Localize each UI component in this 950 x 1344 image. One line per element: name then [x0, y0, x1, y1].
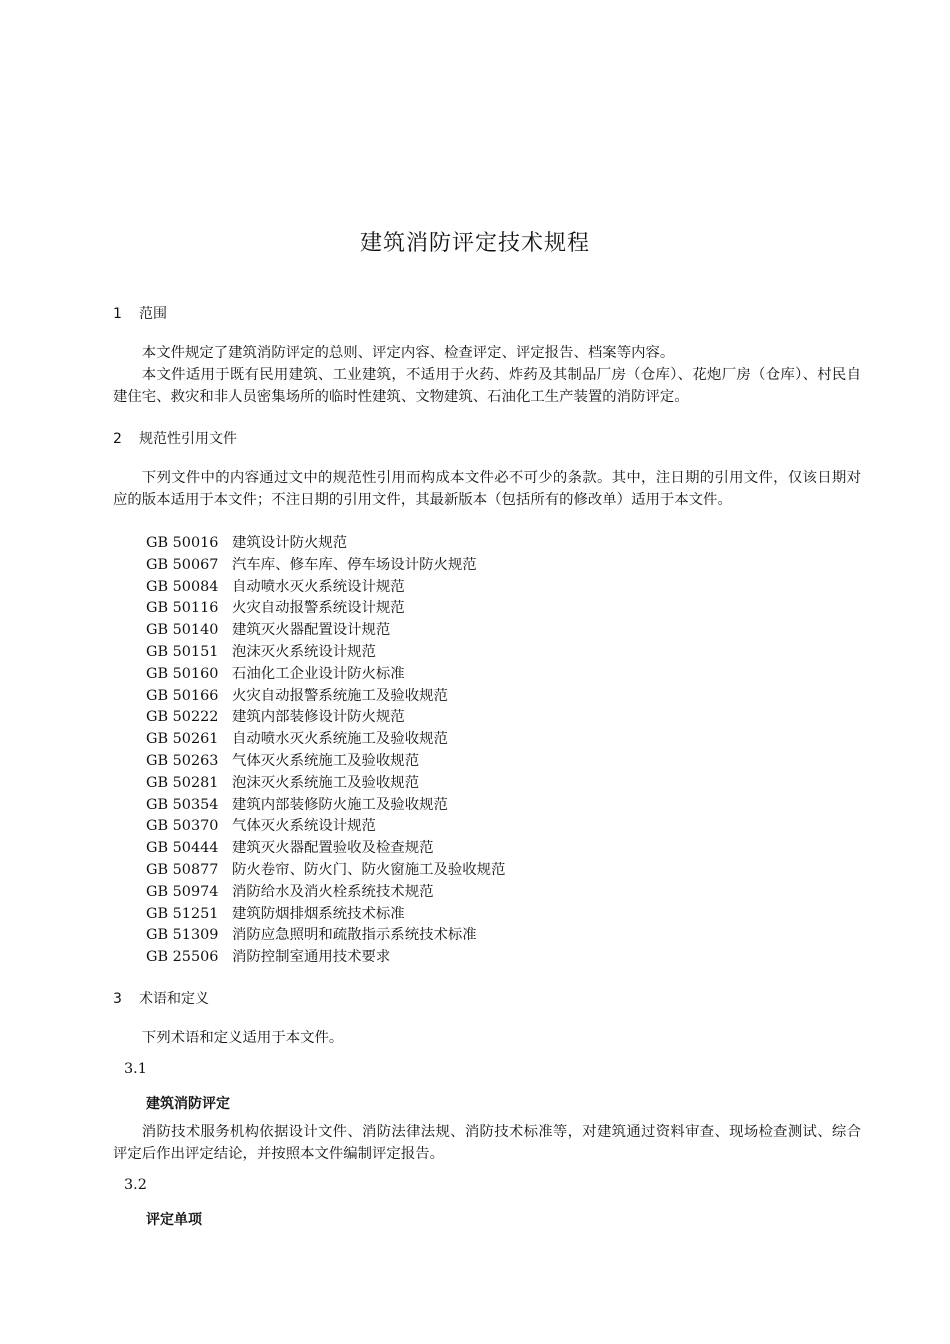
- reference-name: 汽车库、修车库、停车场设计防火规范: [232, 556, 477, 573]
- reference-item: [146, 555, 505, 577]
- reference-code: GB 50116: [146, 600, 219, 617]
- reference-item: [146, 729, 505, 751]
- reference-code: GB 50974: [146, 883, 219, 900]
- reference-name: 气体灭火系统施工及验收规范: [232, 752, 420, 769]
- reference-code: GB 25506: [146, 949, 219, 966]
- reference-item: [146, 642, 505, 664]
- reference-item: [146, 860, 505, 882]
- reference-name: 石油化工企业设计防火标准: [232, 665, 405, 682]
- reference-code: GB 50166: [146, 687, 219, 704]
- reference-code: GB 50370: [146, 818, 219, 835]
- reference-code: GB 50281: [146, 774, 219, 791]
- reference-code: GB 50067: [146, 556, 219, 573]
- document-title: 建筑消防评定技术规程: [359, 231, 590, 256]
- section-title: 术语和定义: [139, 991, 209, 1007]
- reference-item: [146, 795, 505, 817]
- section-title: 范围: [139, 306, 167, 322]
- reference-name: 自动喷水灭火系统设计规范: [232, 578, 405, 595]
- reference-item: [146, 925, 505, 947]
- reference-code: GB 50160: [146, 665, 219, 682]
- reference-code: GB 51309: [146, 927, 219, 944]
- reference-name: 防火卷帘、防火门、防火窗施工及验收规范: [232, 861, 506, 878]
- section-number: 3: [113, 991, 122, 1007]
- reference-code: GB 50263: [146, 752, 219, 769]
- reference-item: [146, 947, 505, 969]
- reference-name: 消防应急照明和疏散指示系统技术标准: [232, 927, 477, 944]
- section-3-heading: [113, 988, 209, 1008]
- reference-name: 消防给水及消火栓系统技术规范: [232, 883, 434, 900]
- reference-item: [146, 904, 505, 926]
- section-2-intro: 下列文件中的内容通过文中的规范性引用而构成本文件必不可少的条款。其中，注日期的引用文件，仅该日期对应的版本适用于本文件；不注日期的引用文件，其最新版本（包括所有的修改单）适用于本文件。: [113, 470, 861, 508]
- reference-item: [146, 751, 505, 773]
- reference-code: GB 51251: [146, 905, 219, 922]
- reference-item: [146, 707, 505, 729]
- reference-item: [146, 577, 505, 599]
- section-title: 规范性引用文件: [139, 431, 237, 447]
- reference-name: 火灾自动报警系统设计规范: [232, 600, 405, 617]
- reference-item: [146, 838, 505, 860]
- reference-code: GB 50354: [146, 796, 219, 813]
- clause-3-1-definition: 消防技术服务机构依据设计文件、消防法律法规、消防技术标准等，对建筑通过资料审查、现场检查测试、综合评定后作出评定结论，并按照本文件编制评定报告。: [113, 1124, 861, 1162]
- section-1-heading: [113, 303, 167, 323]
- clause-3-2-number: 3.2: [124, 1177, 147, 1193]
- reference-name: 建筑灭火器配置验收及检查规范: [232, 840, 434, 857]
- section-2-heading: [113, 428, 237, 448]
- reference-item: [146, 816, 505, 838]
- normative-references-list: [146, 533, 505, 969]
- reference-name: 建筑内部装修防火施工及验收规范: [232, 796, 448, 813]
- clause-3-2-term: 评定单项: [146, 1212, 202, 1228]
- section-number: 2: [113, 431, 122, 447]
- reference-name: 建筑设计防火规范: [232, 535, 348, 551]
- reference-item: [146, 882, 505, 904]
- section-1-paragraph-1: 本文件规定了建筑消防评定的总则、评定内容、检查评定、评定报告、档案等内容。: [141, 345, 675, 361]
- section-3-intro: 下列术语和定义适用于本文件。: [141, 1030, 344, 1046]
- reference-item: [146, 664, 505, 686]
- reference-name: 建筑内部装修设计防火规范: [232, 709, 405, 726]
- reference-item: [146, 533, 505, 555]
- clause-3-1-number: 3.1: [124, 1061, 147, 1077]
- reference-code: GB 50140: [146, 622, 219, 639]
- reference-name: 火灾自动报警系统施工及验收规范: [232, 687, 448, 704]
- reference-item: [146, 773, 505, 795]
- reference-code: GB 50261: [146, 731, 219, 748]
- clause-3-1-term: 建筑消防评定: [146, 1096, 230, 1112]
- reference-name: 消防控制室通用技术要求: [232, 949, 391, 966]
- reference-name: 泡沫灭火系统设计规范: [232, 643, 376, 660]
- reference-code: GB 50877: [146, 861, 219, 878]
- reference-name: 建筑灭火器配置设计规范: [232, 622, 391, 639]
- reference-item: [146, 620, 505, 642]
- reference-item: [146, 598, 505, 620]
- reference-name: 自动喷水灭火系统施工及验收规范: [232, 731, 448, 748]
- reference-code: GB 50151: [146, 643, 219, 660]
- reference-name: 气体灭火系统设计规范: [232, 818, 376, 835]
- section-number: 1: [113, 306, 122, 322]
- reference-item: [146, 686, 505, 708]
- reference-code: GB 50222: [146, 709, 219, 726]
- reference-code: GB 50444: [146, 840, 219, 857]
- reference-code: GB 50016: [146, 535, 219, 551]
- reference-name: 建筑防烟排烟系统技术标准: [232, 905, 405, 922]
- reference-name: 泡沫灭火系统施工及验收规范: [232, 774, 420, 791]
- reference-code: GB 50084: [146, 578, 219, 595]
- section-1-paragraph-2: 本文件适用于既有民用建筑、工业建筑，不适用于火药、炸药及其制品厂房（仓库）、花炮厂房（仓库）、村民自建住宅、救灾和非人员密集场所的临时性建筑、文物建筑、石油化工生产装置的消防评定。: [113, 367, 861, 405]
